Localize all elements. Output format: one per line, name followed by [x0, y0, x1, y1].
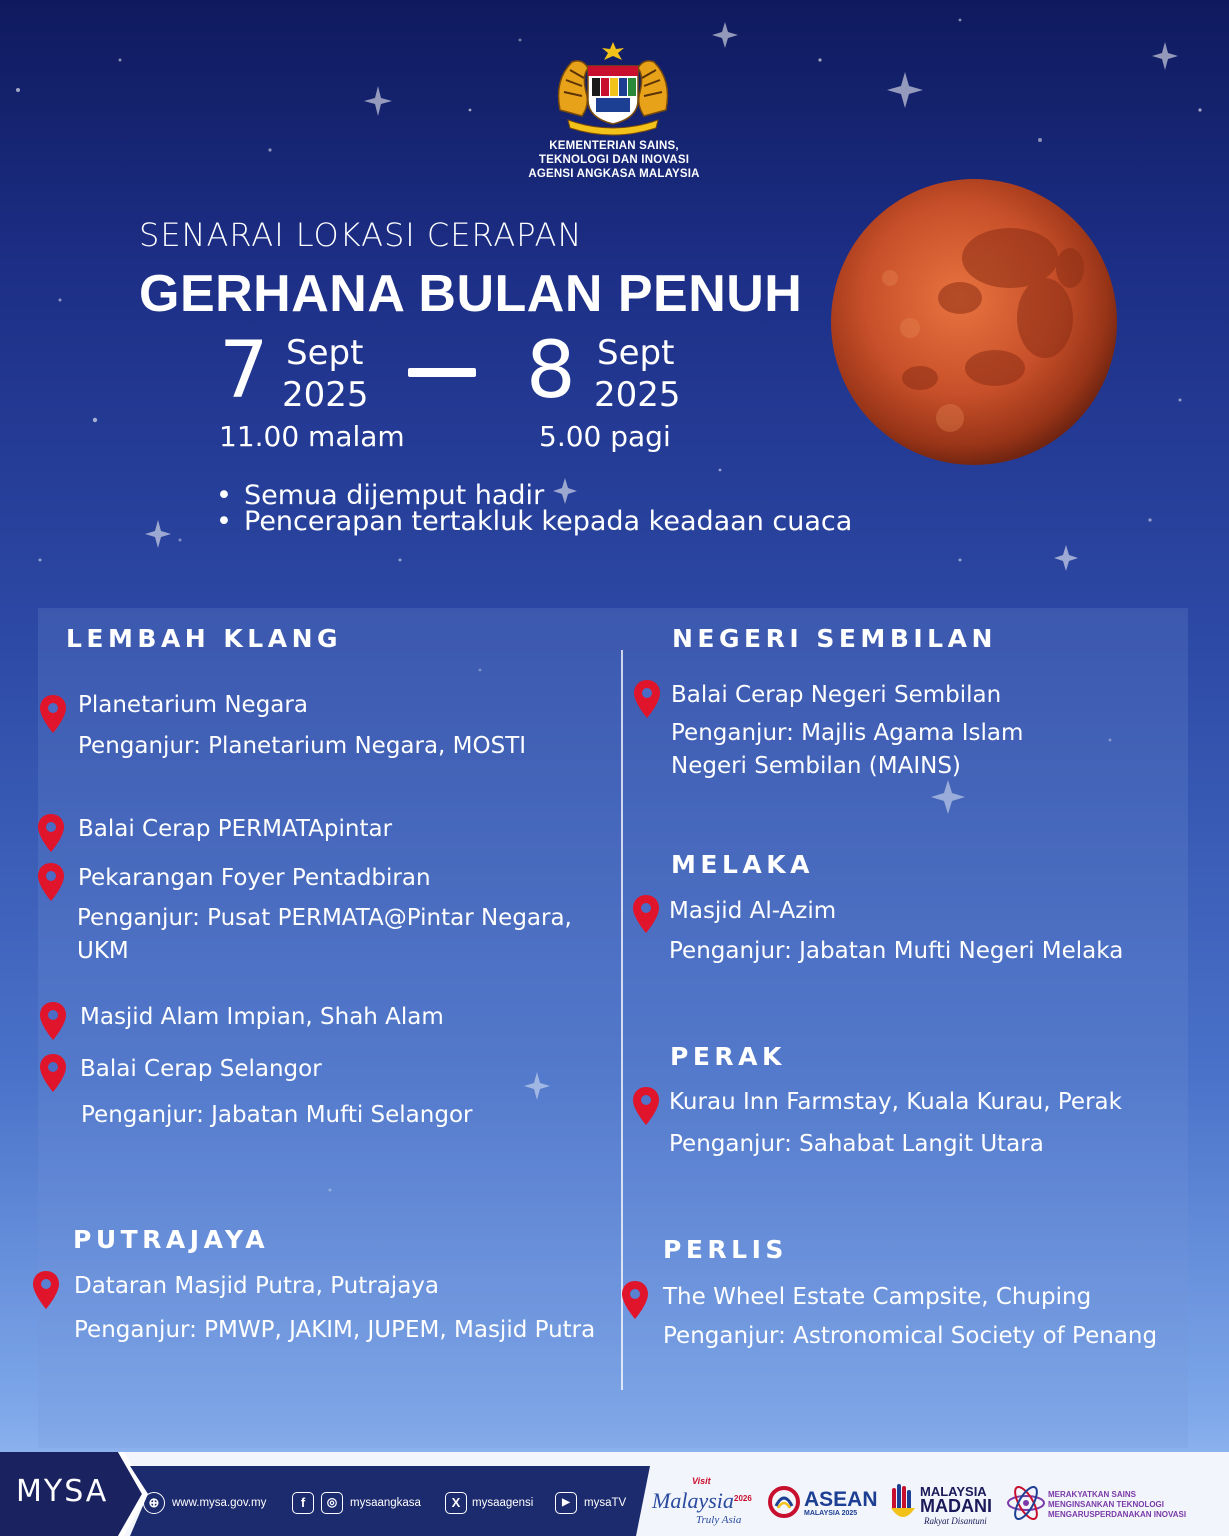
location-name: Masjid Al-Azim — [669, 898, 837, 924]
start-month: Sept — [286, 333, 364, 373]
location-organizer: Penganjur: Planetarium Negara, MOSTI — [78, 733, 527, 759]
location-organizer: Penganjur: Pusat PERMATA@Pintar Negara, — [77, 905, 572, 931]
start-time: 11.00 malam — [219, 420, 405, 453]
start-day: 7 — [219, 326, 269, 416]
location-pin-icon — [37, 862, 65, 902]
location-organizer: Penganjur: Majlis Agama Islam — [671, 720, 1024, 746]
end-year: 2025 — [594, 375, 681, 415]
x-handle[interactable]: mysaagensi — [472, 1497, 534, 1509]
atom-icon — [1006, 1486, 1046, 1520]
location-name: Planetarium Negara — [78, 692, 308, 718]
ministry-name — [470, 139, 758, 181]
location-name: Dataran Masjid Putra, Putrajaya — [74, 1273, 440, 1299]
asean-emblem-icon — [768, 1486, 800, 1518]
website-link[interactable]: www.mysa.gov.my — [172, 1497, 267, 1509]
x-twitter-icon[interactable]: X — [445, 1492, 467, 1514]
facebook-instagram-handle[interactable]: mysaangkasa — [350, 1497, 421, 1509]
note-item: • Pencerapan tertakluk kepada keadaan cuaca — [216, 509, 852, 535]
blood-moon-image — [830, 178, 1118, 466]
ministry-line-3: AGENSI ANGKASA MALAYSIA — [528, 168, 700, 180]
location-pin-icon — [39, 694, 67, 734]
location-pin-icon — [39, 1053, 67, 1093]
location-pin-icon — [633, 679, 661, 719]
region-negeri-sembilan: NEGERI SEMBILAN — [672, 624, 997, 653]
notes-list — [216, 480, 853, 537]
location-pin-icon — [32, 1270, 60, 1310]
page-subtitle: SENARAI LOKASI CERAPAN — [139, 216, 583, 254]
malaysia-madani-logo: MALAYSIA MADANI Rakyat Disantuni — [888, 1480, 998, 1530]
location-organizer: Penganjur: Sahabat Langit Utara — [669, 1131, 1044, 1157]
visit-malaysia-2026-logo: Visit Malaysia 2026 Truly Asia — [652, 1476, 752, 1526]
globe-icon: ⊕ — [143, 1492, 165, 1514]
end-time: 5.00 pagi — [539, 420, 671, 453]
location-organizer: Penganjur: PMWP, JAKIM, JUPEM, Masjid Putra — [74, 1317, 596, 1343]
location-pin-icon — [632, 1086, 660, 1126]
instagram-icon[interactable]: ◎ — [321, 1492, 343, 1514]
location-name: Kurau Inn Farmstay, Kuala Kurau, Perak — [669, 1089, 1122, 1115]
location-name: The Wheel Estate Campsite, Chuping — [663, 1284, 1092, 1310]
location-pin-icon — [37, 813, 65, 853]
column-divider — [621, 650, 623, 1390]
location-organizer: Penganjur: Jabatan Mufti Selangor — [81, 1102, 473, 1128]
location-name: Balai Cerap Negeri Sembilan — [671, 682, 1002, 708]
region-perak: PERAK — [670, 1042, 786, 1071]
location-name: Balai Cerap Selangor — [80, 1056, 322, 1082]
location-organizer: Penganjur: Jabatan Mufti Negeri Melaka — [669, 938, 1124, 964]
region-lembah-klang: LEMBAH KLANG — [66, 624, 343, 653]
end-day: 8 — [526, 326, 576, 416]
asean-malaysia-2025-logo: ASEAN MALAYSIA 2025 — [768, 1484, 873, 1524]
location-organizer-cont: UKM — [77, 938, 129, 964]
location-name: Masjid Alam Impian, Shah Alam — [80, 1004, 444, 1030]
location-name: Pekarangan Foyer Pentadbiran — [78, 865, 431, 891]
facebook-icon[interactable]: f — [292, 1492, 314, 1514]
location-organizer-cont: Negeri Sembilan (MAINS) — [671, 753, 961, 779]
location-organizer: Penganjur: Astronomical Society of Penang — [663, 1323, 1158, 1349]
region-melaka: MELAKA — [671, 850, 814, 879]
mysa-logo: MYSA — [16, 1474, 109, 1509]
note-item: • Semua dijemput hadir — [216, 483, 852, 509]
end-month: Sept — [597, 333, 675, 373]
start-year: 2025 — [282, 375, 369, 415]
malaysia-coat-of-arms-logo — [552, 40, 674, 136]
region-putrajaya: PUTRAJAYA — [73, 1225, 270, 1254]
ministry-line-1: KEMENTERIAN SAINS, — [549, 140, 679, 152]
ministry-line-2: TEKNOLOGI DAN INOVASI — [538, 154, 690, 166]
location-pin-icon — [632, 894, 660, 934]
region-perlis: PERLIS — [663, 1235, 788, 1264]
page-title: GERHANA BULAN PENUH — [139, 265, 803, 323]
location-name: Balai Cerap PERMATApintar — [78, 816, 393, 842]
location-pin-icon — [39, 1001, 67, 1041]
date-range-dash — [408, 368, 476, 377]
sains-teknologi-inovasi-logo: MERAKYATKAN SAINS MENGINSANKAN TEKNOLOGI MENGARUSPERDANAKAN INOVASI — [1006, 1484, 1226, 1524]
youtube-icon[interactable]: ▶ — [555, 1492, 577, 1514]
location-pin-icon — [621, 1280, 649, 1320]
youtube-handle[interactable]: mysaTV — [584, 1497, 627, 1509]
madani-hand-icon — [888, 1482, 918, 1526]
